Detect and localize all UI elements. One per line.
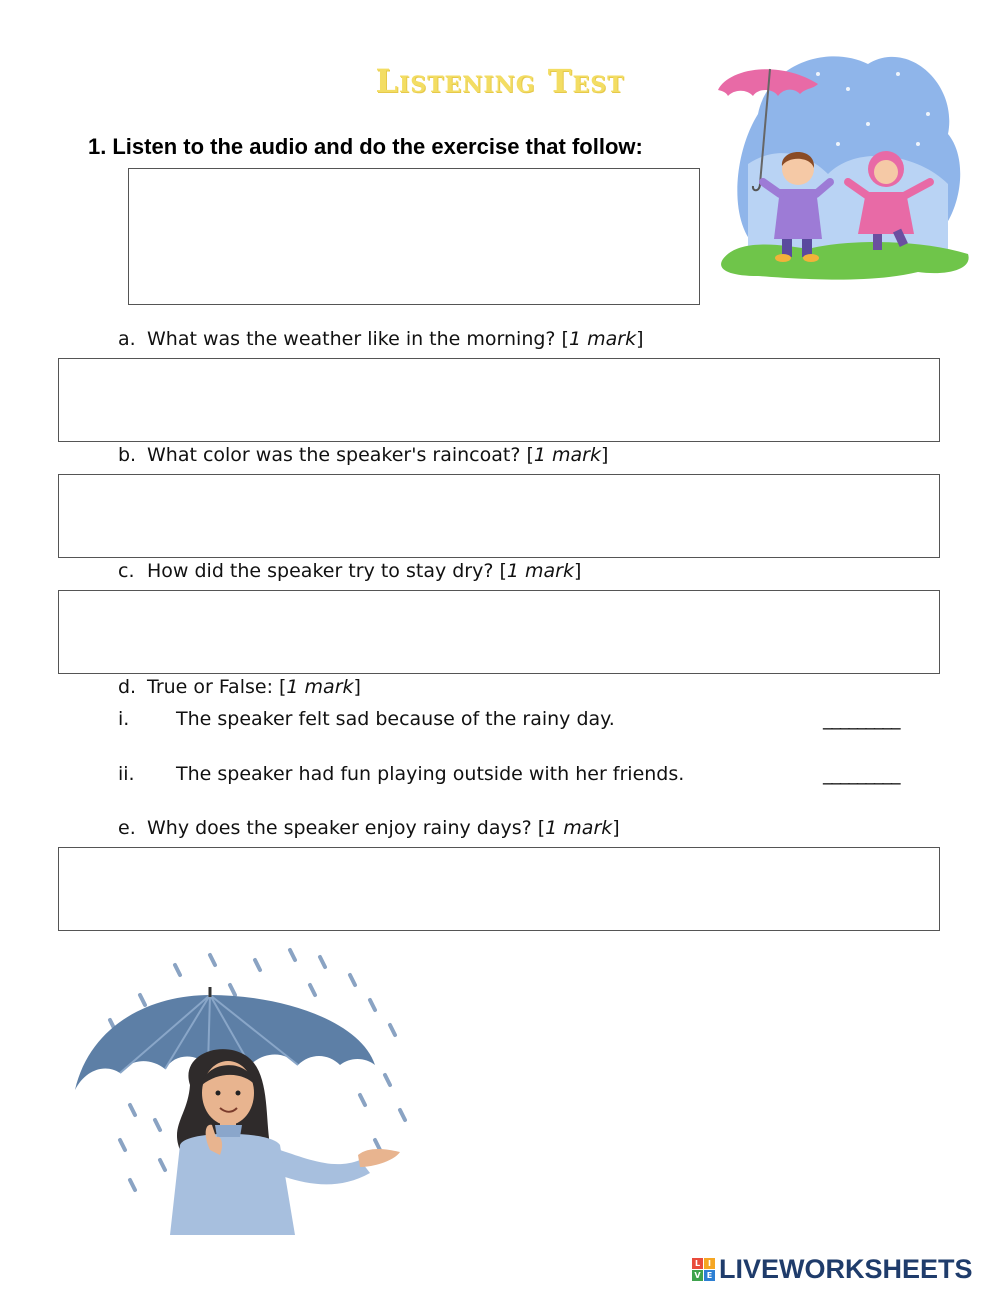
true-false-item-i [118,708,615,730]
instruction-heading [88,134,643,160]
question-letter: c. [118,560,135,582]
girl-with-umbrella-illustration [70,945,420,1240]
question-mark-value: 1 mark [568,328,637,350]
logo-mark-icon [692,1258,715,1281]
true-false-item-ii [118,763,684,785]
logo-letter-v: V [692,1270,703,1281]
question-d [118,676,361,698]
question-mark-value: 1 mark [286,676,354,698]
logo-letter-i: I [704,1258,715,1269]
children-in-rain-illustration [718,44,974,284]
question-letter: a. [118,328,136,350]
question-text: What was the weather like in the morning? [ [147,328,569,350]
question-mark-value: 1 mark [533,444,601,466]
instruction-text: Listen to the audio and do the exercise that follow: [112,134,643,159]
question-c [118,560,581,582]
question-e [118,817,620,839]
item-number: ii. [118,763,135,785]
question-text: Why does the speaker enjoy rainy days? [ [147,817,546,839]
answer-box-e[interactable] [58,847,940,931]
liveworksheets-logo [692,1254,973,1285]
question-a [118,328,644,350]
instruction-number: 1. [88,134,107,159]
page-title: Listening Test [375,62,625,100]
question-letter: d. [118,676,137,698]
bracket-close: ] [612,817,620,839]
bracket-close: ] [600,444,609,466]
logo-text: LIVEWORKSHEETS [719,1254,973,1284]
question-text: How did the speaker try to stay dry? [ [147,560,507,582]
question-mark-value: 1 mark [545,817,613,839]
answer-box-c[interactable] [58,590,940,674]
bracket-close: ] [353,676,361,698]
true-false-blank-ii[interactable]: _________ [823,763,900,785]
logo-letter-e: E [704,1270,715,1281]
bracket-close: ] [574,560,582,582]
question-mark-value: 1 mark [506,560,574,582]
item-text: The speaker felt sad because of the rainy day. [176,708,615,730]
question-b [118,444,608,466]
question-letter: b. [118,444,137,466]
item-text: The speaker had fun playing outside with her friends. [176,763,685,785]
logo-letter-l: L [692,1258,703,1269]
item-number: i. [118,708,130,730]
question-text: What color was the speaker's raincoat? [ [147,444,534,466]
audio-player-box[interactable] [128,168,700,305]
question-text: True or False: [ [147,676,287,698]
answer-box-b[interactable] [58,474,940,558]
question-letter: e. [118,817,136,839]
answer-box-a[interactable] [58,358,940,442]
bracket-close: ] [636,328,644,350]
true-false-blank-i[interactable]: _________ [823,708,900,730]
